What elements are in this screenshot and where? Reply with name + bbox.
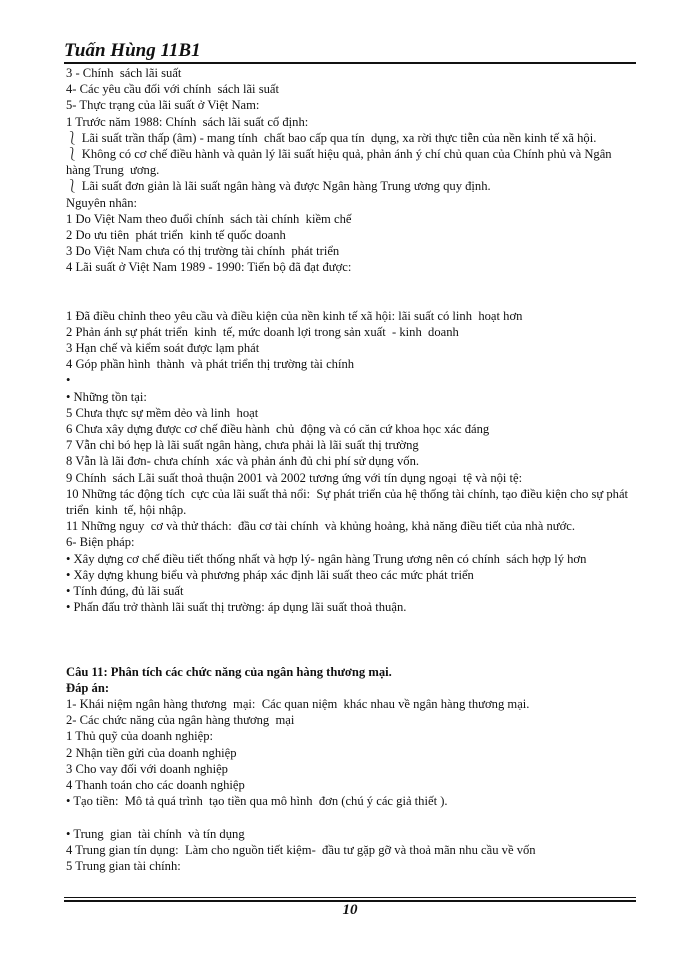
text-line: • Xây dựng cơ chế điều tiết thống nhất và hợp lý- ngân hàng Trung ương nên có chính sách hợp lý hơn <box>66 551 587 566</box>
header-rule <box>64 62 636 64</box>
text-line: 6 Chưa xây dựng được cơ chế điều hành chủ động và có căn cứ khoa học xác đáng <box>66 422 490 437</box>
text-line: 7 Vẫn chỉ bó hẹp là lãi suất ngân hàng, chưa phải là lãi suất thị trường <box>66 438 419 453</box>
text-line: 1 Do Việt Nam theo đuổi chính sách tài chính kiềm chế <box>66 211 352 226</box>
text-line: Nguyên nhân: <box>66 195 137 210</box>
text-line: 1 Trước năm 1988: Chính sách lãi suất cố định: <box>66 114 309 129</box>
text-line: 6- Biện pháp: <box>66 535 135 550</box>
text-line: 4 Góp phần hình thành và phát triển thị trường tài chính <box>66 357 355 372</box>
text-line: • Tạo tiền: Mô tả quá trình tạo tiền qua mô hình đơn (chú ý các giả thiết ). <box>66 794 448 809</box>
text-line: 4 Lãi suất ở Việt Nam 1989 - 1990: Tiến bộ đã đạt được: <box>66 260 352 275</box>
text-line: 4- Các yêu cầu đối với chính sách lãi suất <box>66 82 279 97</box>
text-line: 1 Đã điều chỉnh theo yêu cầu và điều kiện của nền kinh tế xã hội: lãi suất có linh hoạt hơn <box>66 308 523 323</box>
document-body <box>66 65 632 874</box>
text-line: ⎱ Không có cơ chế điều hành và quản lý lãi suất hiệu quả, phản ánh ý chí chủ quan của Chính phủ và Ngân hàng Trung ương. <box>66 147 615 178</box>
text-line: 8 Vẫn là lãi đơn- chưa chính xác và phản ánh đủ chi phí sử dụng vốn. <box>66 454 420 469</box>
text-line: 10 Những tác động tích cực của lãi suất thả nổi: Sự phát triển của hệ thống tài chính, tạo điều kiện cho sự phát triển kinh tế, hội nhập. <box>66 486 632 518</box>
text-line: 3 Do Việt Nam chưa có thị trường tài chính phát triển <box>66 244 340 259</box>
text-line: 11 Những nguy cơ và thử thách: đầu cơ tài chính và khủng hoảng, khả năng điều tiết của nhà nước. <box>66 519 575 534</box>
text-line: 4 Thanh toán cho các doanh nghiệp <box>66 777 245 792</box>
answer-label: Đáp án: <box>66 680 110 695</box>
text-line: 5- Thực trạng của lãi suất ở Việt Nam: <box>66 98 260 113</box>
text-line: • Trung gian tài chính và tín dụng <box>66 826 245 841</box>
text-line: • Phấn đấu trở thành lãi suất thị trường: áp dụng lãi suất thoả thuận. <box>66 600 407 615</box>
text-line: 2 Do ưu tiên phát triển kinh tế quốc doanh <box>66 228 286 243</box>
spacer <box>66 809 632 825</box>
text-line: 2 Phản ánh sự phát triển kinh tế, mức doanh lợi trong sản xuất - kinh doanh <box>66 324 459 339</box>
text-line: • <box>66 373 71 388</box>
text-line: 9 Chính sách Lãi suất thoả thuận 2001 và 2002 tương ứng với tín dụng ngoại tệ và nội tệ: <box>66 470 523 485</box>
text-line: 1- Khái niệm ngân hàng thương mại: Các quan niệm khác nhau về ngân hàng thương mại. <box>66 696 530 711</box>
footer-rule <box>64 897 636 898</box>
text-line: • Những tồn tại: <box>66 389 147 404</box>
text-line: 3 Cho vay đối với doanh nghiệp <box>66 761 228 776</box>
text-line: 3 Hạn chế và kiểm soát được lạm phát <box>66 341 260 356</box>
text-line: 2- Các chức năng của ngân hàng thương mại <box>66 713 295 728</box>
text-line: 4 Trung gian tín dụng: Làm cho nguồn tiết kiệm- đầu tư gặp gỡ và thoả mãn nhu cầu về vốn <box>66 842 536 857</box>
spacer <box>66 616 632 664</box>
text-line: 5 Chưa thực sự mềm dẻo và linh hoạt <box>66 405 259 420</box>
text-line: 5 Trung gian tài chính: <box>66 858 181 873</box>
text-line: 3 - Chính sách lãi suất <box>66 66 182 80</box>
spacer <box>66 276 632 308</box>
text-line: 1 Thủ quỹ của doanh nghiệp: <box>66 729 214 744</box>
text-line: ⎱ Lãi suất trần thấp (âm) - mang tính chất bao cấp qua tín dụng, xa rời thực tiễn của nền kinh tế xã hội. <box>66 130 597 145</box>
header-title: Tuấn Hùng 11B1 <box>64 40 201 61</box>
text-line: 2 Nhận tiền gửi của doanh nghiệp <box>66 745 237 760</box>
text-line: ⎱ Lãi suất đơn giản là lãi suất ngân hàng và được Ngân hàng Trung ương quy định. <box>66 179 491 194</box>
text-line: • Tính đúng, đủ lãi suất <box>66 584 184 599</box>
question-heading: Câu 11: Phân tích các chức năng của ngân hàng thương mại. <box>66 664 392 679</box>
page-number: 10 <box>342 902 358 918</box>
text-line: • Xây dựng khung biểu và phương pháp xác định lãi suất theo các mức phát triển <box>66 567 474 582</box>
